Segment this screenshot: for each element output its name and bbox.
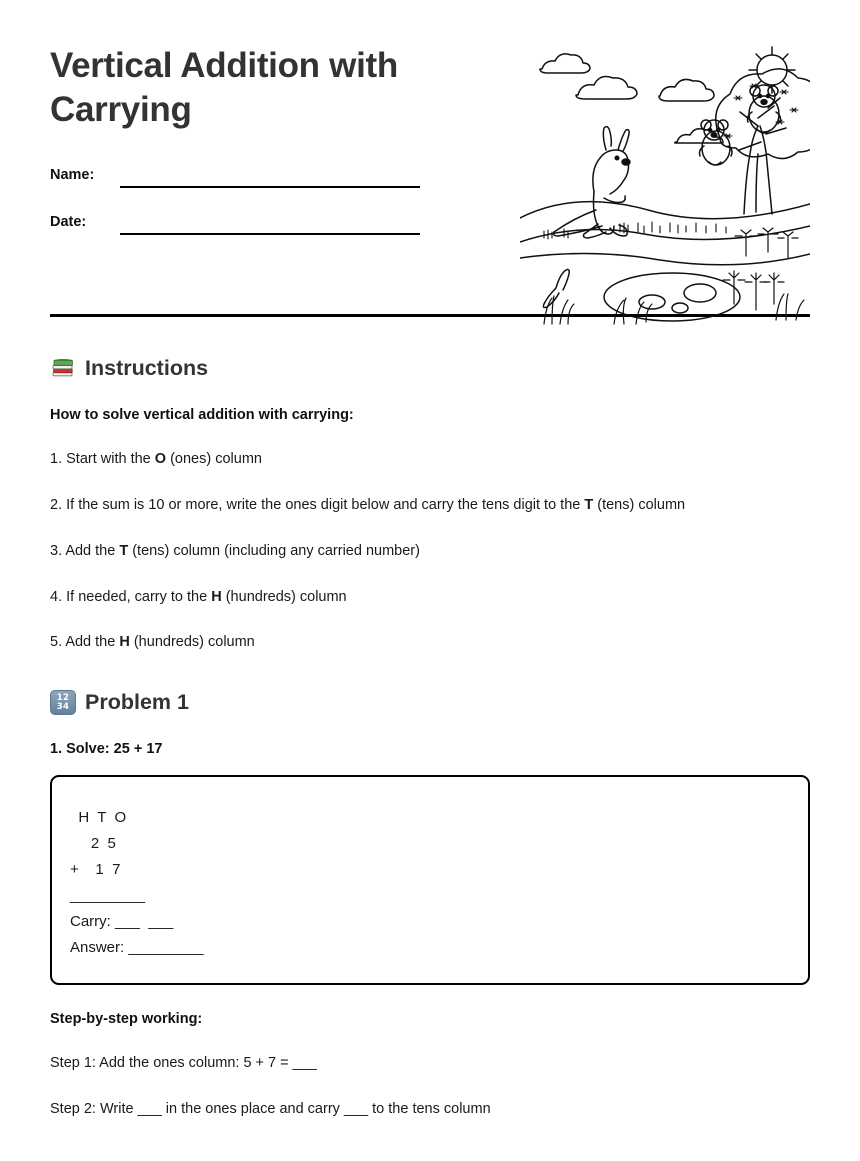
problem-heading-label: Problem 1 (85, 690, 189, 715)
worksheet-header (50, 0, 810, 300)
step-1-bold: O (154, 451, 167, 467)
kangaroo (554, 127, 631, 238)
boomerang (543, 270, 569, 308)
name-input-line[interactable] (120, 186, 420, 188)
foreground-grass (544, 294, 804, 324)
step-4-suffix: (hundreds) column (221, 588, 347, 605)
instruction-step-1 (50, 450, 810, 469)
problem-prompt: 1. Solve: 25 + 17 (50, 741, 163, 758)
step-3-bold: T (119, 542, 129, 559)
carry-line[interactable]: Carry: ___ ___ (70, 913, 174, 931)
tree (716, 69, 810, 214)
step-5-bold: H (119, 634, 130, 651)
instruction-step-2 (50, 496, 810, 515)
step-5-suffix: (hundreds) column (129, 634, 255, 651)
instructions-heading (50, 355, 810, 381)
work-box[interactable] (50, 775, 810, 985)
step-3-suffix: (tens) column (including any carried number) (128, 542, 420, 559)
step-3-prefix: 3. Add the (50, 542, 120, 559)
addend-two: + 1 7 (70, 861, 121, 879)
input-numbers-icon: 12 34 (50, 690, 76, 715)
koala-upper (748, 85, 781, 133)
instruction-step-4 (50, 588, 810, 607)
step-2-bold: T (584, 496, 594, 513)
addend-one: 2 5 (70, 835, 116, 853)
step-1-prefix: 1. Start with the (50, 451, 155, 467)
outback-illustration (520, 42, 810, 332)
cloud-icon-3 (659, 79, 714, 101)
problem-heading (50, 690, 810, 715)
cloud-icon-2 (576, 77, 637, 99)
books-icon (50, 355, 76, 381)
cloud-icon-1 (540, 54, 590, 73)
step-4-bold: H (211, 588, 222, 605)
instruction-step-5 (50, 633, 810, 652)
step-5-prefix: 5. Add the (50, 634, 120, 651)
column-headers: H T O (70, 809, 127, 827)
answer-line[interactable]: Answer: _________ (70, 939, 204, 957)
instruction-step-3 (50, 542, 810, 561)
instructions-subheading: How to solve vertical addition with carrying: (50, 407, 354, 423)
sum-rule: _________ (70, 887, 146, 905)
step-1-suffix: (ones) column (166, 451, 262, 467)
working-step-1: Step 1: Add the ones column: 5 + 7 = ___ (50, 1055, 317, 1072)
step-4-prefix: 4. If needed, carry to the (50, 588, 212, 605)
date-label: Date: (50, 214, 87, 231)
name-label: Name: (50, 167, 95, 184)
step-2-suffix: (tens) column (593, 496, 686, 513)
working-section (50, 1011, 810, 1119)
page-title: Vertical Addition with Carrying (50, 46, 398, 130)
date-input-line[interactable] (120, 233, 420, 235)
working-step-2: Step 2: Write ___ in the ones place and carry ___ to the tens column (50, 1101, 491, 1118)
working-heading: Step-by-step working: (50, 1011, 203, 1028)
step-2-prefix: 2. If the sum is 10 or more, write the ones digit below and carry the tens digit to the (50, 496, 585, 513)
instructions-heading-label: Instructions (85, 355, 209, 380)
pond (604, 273, 740, 321)
